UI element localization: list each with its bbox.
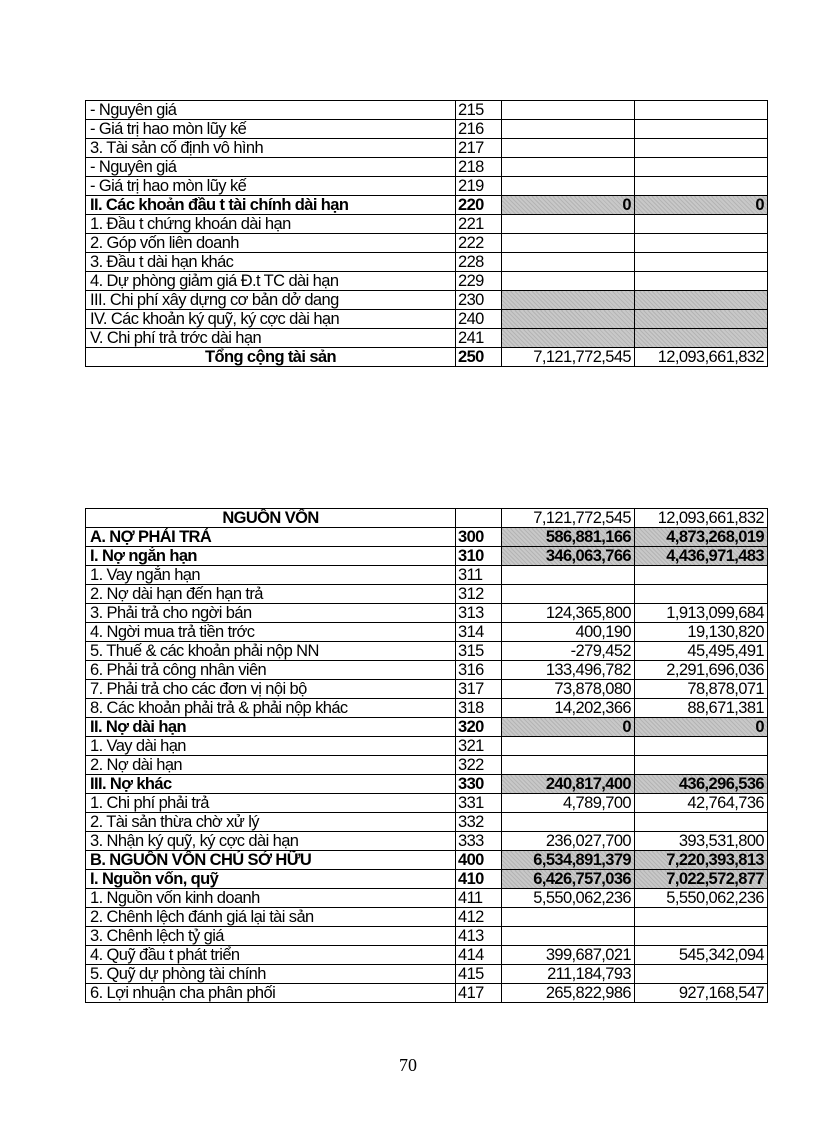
table-row — [86, 984, 768, 1003]
value-end — [635, 585, 768, 604]
row-code: 229 — [456, 272, 502, 291]
value-beginning: 586,881,166 — [502, 528, 635, 547]
table-row — [86, 832, 768, 851]
value-beginning — [502, 101, 635, 120]
value-end — [635, 813, 768, 832]
value-beginning — [502, 585, 635, 604]
row-label: 1. Vay dài hạn — [86, 737, 456, 756]
table-row — [86, 889, 768, 908]
row-code: 220 — [456, 196, 502, 215]
table-row — [86, 946, 768, 965]
capital-sources-table — [85, 508, 768, 1003]
row-label: 5. Quỹ dự phòng tài chính — [86, 965, 456, 984]
row-code: 312 — [456, 585, 502, 604]
value-end: 4,873,268,019 — [635, 528, 768, 547]
row-label: 6. Lợi nhuận cha phân phối — [86, 984, 456, 1003]
row-code: 215 — [456, 101, 502, 120]
value-beginning — [502, 566, 635, 585]
row-code: 310 — [456, 547, 502, 566]
value-beginning — [502, 756, 635, 775]
value-end — [635, 291, 768, 310]
value-end: 1,913,099,684 — [635, 604, 768, 623]
table-row — [86, 101, 768, 120]
row-label: 2. Nợ dài hạn — [86, 756, 456, 775]
row-code: 219 — [456, 177, 502, 196]
table-row — [86, 329, 768, 348]
row-code: 330 — [456, 775, 502, 794]
row-code: 331 — [456, 794, 502, 813]
value-beginning — [502, 234, 635, 253]
table-row — [86, 196, 768, 215]
row-label: III. Chi phí xây dựng cơ bản dở dang — [86, 291, 456, 310]
value-beginning — [502, 908, 635, 927]
capital-sources-table-body — [86, 509, 768, 1003]
table-row — [86, 699, 768, 718]
table-row — [86, 139, 768, 158]
row-code: 410 — [456, 870, 502, 889]
row-label: - Giá trị hao mòn lũy kế — [86, 120, 456, 139]
table-row — [86, 604, 768, 623]
value-beginning: 6,426,757,036 — [502, 870, 635, 889]
row-code: 415 — [456, 965, 502, 984]
value-end — [635, 101, 768, 120]
value-end: 7,022,572,877 — [635, 870, 768, 889]
row-label: IV. Các khoản ký quỹ, ký cợc dài hạn — [86, 310, 456, 329]
table-row — [86, 547, 768, 566]
row-label: NGUỒN VỐN — [86, 509, 456, 528]
row-code: 241 — [456, 329, 502, 348]
value-beginning: 265,822,986 — [502, 984, 635, 1003]
value-end: 78,878,071 — [635, 680, 768, 699]
value-end: 393,531,800 — [635, 832, 768, 851]
value-end: 5,550,062,236 — [635, 889, 768, 908]
table-row — [86, 348, 768, 367]
row-label: 2. Chênh lệch đánh giá lại tài sản — [86, 908, 456, 927]
value-end: 45,495,491 — [635, 642, 768, 661]
value-end: 42,764,736 — [635, 794, 768, 813]
table-row — [86, 177, 768, 196]
row-label: I. Nguồn vốn, quỹ — [86, 870, 456, 889]
row-label: Tổng cộng tài sản — [86, 348, 456, 367]
row-label: A. NỢ PHẢI TRẢ — [86, 528, 456, 547]
value-beginning: 399,687,021 — [502, 946, 635, 965]
row-code: 318 — [456, 699, 502, 718]
row-code: 332 — [456, 813, 502, 832]
row-code: 321 — [456, 737, 502, 756]
row-code: 217 — [456, 139, 502, 158]
value-end — [635, 253, 768, 272]
value-beginning — [502, 927, 635, 946]
value-end — [635, 927, 768, 946]
value-beginning — [502, 329, 635, 348]
value-beginning: 346,063,766 — [502, 547, 635, 566]
row-label: 1. Chi phí phải trả — [86, 794, 456, 813]
value-beginning: 240,817,400 — [502, 775, 635, 794]
value-beginning: 73,878,080 — [502, 680, 635, 699]
value-end — [635, 310, 768, 329]
value-end: 12,093,661,832 — [635, 348, 768, 367]
value-beginning: 5,550,062,236 — [502, 889, 635, 908]
value-beginning: 211,184,793 — [502, 965, 635, 984]
value-end: 0 — [635, 718, 768, 737]
value-end — [635, 756, 768, 775]
value-end — [635, 737, 768, 756]
row-label: 8. Các khoản phải trả & phải nộp khác — [86, 699, 456, 718]
value-end — [635, 566, 768, 585]
value-beginning — [502, 813, 635, 832]
value-beginning: 14,202,366 — [502, 699, 635, 718]
row-code: 315 — [456, 642, 502, 661]
value-end: 545,342,094 — [635, 946, 768, 965]
table-row — [86, 623, 768, 642]
row-label: V. Chi phí trả trớc dài hạn — [86, 329, 456, 348]
table-row — [86, 661, 768, 680]
value-end: 88,671,381 — [635, 699, 768, 718]
value-beginning — [502, 291, 635, 310]
row-code: 333 — [456, 832, 502, 851]
value-beginning: 400,190 — [502, 623, 635, 642]
assets-table — [85, 100, 768, 367]
table-row — [86, 158, 768, 177]
row-label: 1. Nguồn vốn kinh doanh — [86, 889, 456, 908]
table-row — [86, 813, 768, 832]
row-code: 221 — [456, 215, 502, 234]
table-row — [86, 680, 768, 699]
value-beginning: 236,027,700 — [502, 832, 635, 851]
row-code: 317 — [456, 680, 502, 699]
value-end — [635, 272, 768, 291]
row-code: 240 — [456, 310, 502, 329]
row-label: 5. Thuế & các khoản phải nộp NN — [86, 642, 456, 661]
value-end — [635, 177, 768, 196]
row-code: 218 — [456, 158, 502, 177]
row-code: 417 — [456, 984, 502, 1003]
row-code: 316 — [456, 661, 502, 680]
row-label: - Nguyên giá — [86, 158, 456, 177]
table-row — [86, 737, 768, 756]
value-end — [635, 215, 768, 234]
value-end — [635, 908, 768, 927]
value-end — [635, 329, 768, 348]
table-row — [86, 528, 768, 547]
value-beginning: 0 — [502, 718, 635, 737]
table-row — [86, 566, 768, 585]
table-row — [86, 272, 768, 291]
row-code: 314 — [456, 623, 502, 642]
value-beginning — [502, 253, 635, 272]
value-end: 19,130,820 — [635, 623, 768, 642]
row-code: 320 — [456, 718, 502, 737]
row-code: 413 — [456, 927, 502, 946]
row-label: 4. Quỹ đầu t phát triển — [86, 946, 456, 965]
value-end: 0 — [635, 196, 768, 215]
page-number: 70 — [399, 1055, 417, 1075]
row-label: II. Nợ dài hạn — [86, 718, 456, 737]
row-code: 322 — [456, 756, 502, 775]
row-code: 228 — [456, 253, 502, 272]
table-row — [86, 718, 768, 737]
table-row — [86, 215, 768, 234]
row-label: 4. Dự phòng giảm giá Đ.t TC dài hạn — [86, 272, 456, 291]
value-end: 12,093,661,832 — [635, 509, 768, 528]
assets-table-body — [86, 101, 768, 367]
value-end: 436,296,536 — [635, 775, 768, 794]
table-row — [86, 775, 768, 794]
table-row — [86, 927, 768, 946]
table-row — [86, 908, 768, 927]
row-label: 3. Tài sản cố định vô hình — [86, 139, 456, 158]
value-end — [635, 965, 768, 984]
value-end — [635, 120, 768, 139]
row-label: II. Các khoản đầu t tài chính dài hạn — [86, 196, 456, 215]
table-row — [86, 642, 768, 661]
row-code: 300 — [456, 528, 502, 547]
value-end — [635, 234, 768, 253]
row-label: III. Nợ khác — [86, 775, 456, 794]
row-label: 3. Nhận ký quỹ, ký cợc dài hạn — [86, 832, 456, 851]
row-code: 230 — [456, 291, 502, 310]
row-label: 2. Góp vốn liên doanh — [86, 234, 456, 253]
row-code: 313 — [456, 604, 502, 623]
value-beginning: 7,121,772,545 — [502, 509, 635, 528]
row-code: 414 — [456, 946, 502, 965]
row-label: B. NGUỒN VỐN CHỦ SỞ HỮU — [86, 851, 456, 870]
value-end: 2,291,696,036 — [635, 661, 768, 680]
value-end: 927,168,547 — [635, 984, 768, 1003]
value-beginning: -279,452 — [502, 642, 635, 661]
table-row — [86, 234, 768, 253]
row-label: 7. Phải trả cho các đơn vị nội bộ — [86, 680, 456, 699]
value-beginning — [502, 158, 635, 177]
row-label: 6. Phải trả công nhân viên — [86, 661, 456, 680]
table-row — [86, 794, 768, 813]
row-label: 3. Chênh lệch tỷ giá — [86, 927, 456, 946]
table-row — [86, 120, 768, 139]
value-beginning — [502, 272, 635, 291]
row-label: I. Nợ ngắn hạn — [86, 547, 456, 566]
value-beginning: 124,365,800 — [502, 604, 635, 623]
table-row — [86, 870, 768, 889]
row-label: - Giá trị hao mòn lũy kế — [86, 177, 456, 196]
table-row — [86, 851, 768, 870]
value-beginning: 6,534,891,379 — [502, 851, 635, 870]
row-code — [456, 509, 502, 528]
table-row — [86, 509, 768, 528]
value-end: 7,220,393,813 — [635, 851, 768, 870]
value-beginning: 4,789,700 — [502, 794, 635, 813]
row-label: 1. Đầu t chứng khoán dài hạn — [86, 215, 456, 234]
row-code: 400 — [456, 851, 502, 870]
value-beginning — [502, 120, 635, 139]
value-beginning — [502, 737, 635, 756]
row-label: 3. Đầu t dài hạn khác — [86, 253, 456, 272]
row-code: 216 — [456, 120, 502, 139]
table-row — [86, 756, 768, 775]
row-code: 222 — [456, 234, 502, 253]
row-label: 2. Tài sản thừa chờ xử lý — [86, 813, 456, 832]
value-beginning — [502, 310, 635, 329]
row-label: 3. Phải trả cho ngời bán — [86, 604, 456, 623]
value-beginning: 0 — [502, 196, 635, 215]
table-row — [86, 253, 768, 272]
row-label: 4. Ngời mua trả tiền trớc — [86, 623, 456, 642]
row-label: 1. Vay ngắn hạn — [86, 566, 456, 585]
value-beginning: 133,496,782 — [502, 661, 635, 680]
table-row — [86, 965, 768, 984]
row-code: 311 — [456, 566, 502, 585]
table-row — [86, 291, 768, 310]
table-row — [86, 585, 768, 604]
row-code: 411 — [456, 889, 502, 908]
table-row — [86, 310, 768, 329]
value-beginning — [502, 215, 635, 234]
value-beginning — [502, 139, 635, 158]
row-code: 412 — [456, 908, 502, 927]
value-beginning: 7,121,772,545 — [502, 348, 635, 367]
value-end: 4,436,971,483 — [635, 547, 768, 566]
value-end — [635, 158, 768, 177]
row-label: 2. Nợ dài hạn đến hạn trả — [86, 585, 456, 604]
value-beginning — [502, 177, 635, 196]
row-code: 250 — [456, 348, 502, 367]
row-label: - Nguyên giá — [86, 101, 456, 120]
value-end — [635, 139, 768, 158]
